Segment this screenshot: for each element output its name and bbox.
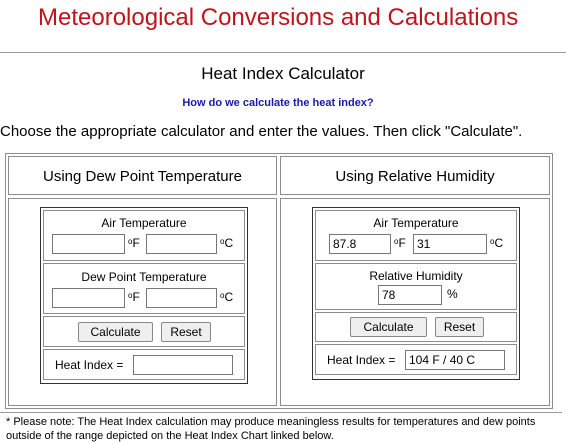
rh-heat-index-row — [315, 344, 517, 375]
celsius-unit: $^o$C — [220, 236, 234, 250]
rh-air-temp-c-input[interactable] — [413, 234, 487, 254]
dew-air-temp-f-input[interactable] — [52, 234, 125, 254]
humidity-calculator — [280, 198, 550, 406]
dew-buttons-row — [43, 316, 245, 347]
air-temp-row — [315, 210, 517, 261]
instructions-text: Choose the appropriate calculator and enter the values. Then click "Calculate". — [0, 123, 523, 140]
celsius-unit: $^o$C — [490, 236, 504, 250]
air-temp-label: Air Temperature — [101, 216, 187, 230]
calculator-title: Heat Index Calculator — [201, 64, 365, 83]
dew-point-calculator — [8, 198, 277, 406]
rh-value-input[interactable] — [378, 285, 442, 305]
dew-air-temp-c-input[interactable] — [146, 234, 217, 254]
rh-label: Relative Humidity — [369, 269, 463, 283]
rh-buttons-row — [315, 312, 517, 342]
rh-heat-index-output[interactable] — [405, 350, 505, 370]
footnote: * Please note: The Heat Index calculation may produce meaningless results for temperatures and dew points outside of the range depicted on the Heat Index Chart linked below. — [0, 412, 562, 443]
percent-unit: % — [447, 287, 458, 301]
rh-calculate-button[interactable]: Calculate — [350, 317, 427, 337]
dew-reset-button[interactable]: Reset — [161, 322, 211, 342]
dew-point-c-input[interactable] — [146, 288, 217, 308]
page-title: Meteorological Conversions and Calculations — [38, 4, 519, 31]
dew-point-form — [40, 207, 248, 384]
fahrenheit-unit: $^o$F — [128, 236, 140, 250]
humidity-heading: Using Relative Humidity — [280, 156, 550, 195]
rh-reset-button[interactable]: Reset — [435, 317, 484, 337]
rh-row — [315, 263, 517, 310]
dew-point-f-input[interactable] — [52, 288, 125, 308]
air-temp-label: Air Temperature — [373, 216, 459, 230]
page-banner — [0, 0, 566, 53]
dew-heat-index-output[interactable] — [133, 355, 233, 375]
dew-point-heading: Using Dew Point Temperature — [8, 156, 277, 195]
heat-index-label: Heat Index = — [55, 358, 124, 372]
dew-point-row — [43, 263, 245, 314]
air-temp-row — [43, 210, 245, 261]
dew-heat-index-row — [43, 349, 245, 380]
fahrenheit-unit: $^o$F — [394, 236, 406, 250]
calculator-table — [5, 153, 553, 409]
celsius-unit: $^o$C — [220, 290, 234, 304]
humidity-form — [312, 207, 520, 380]
heat-index-label: Heat Index = — [327, 353, 396, 367]
dew-calculate-button[interactable]: Calculate — [78, 322, 153, 342]
rh-air-temp-f-input[interactable] — [329, 234, 391, 254]
how-calculated-link[interactable]: How do we calculate the heat index? — [182, 97, 374, 109]
fahrenheit-unit: $^o$F — [128, 290, 140, 304]
dew-point-label: Dew Point Temperature — [81, 270, 207, 284]
